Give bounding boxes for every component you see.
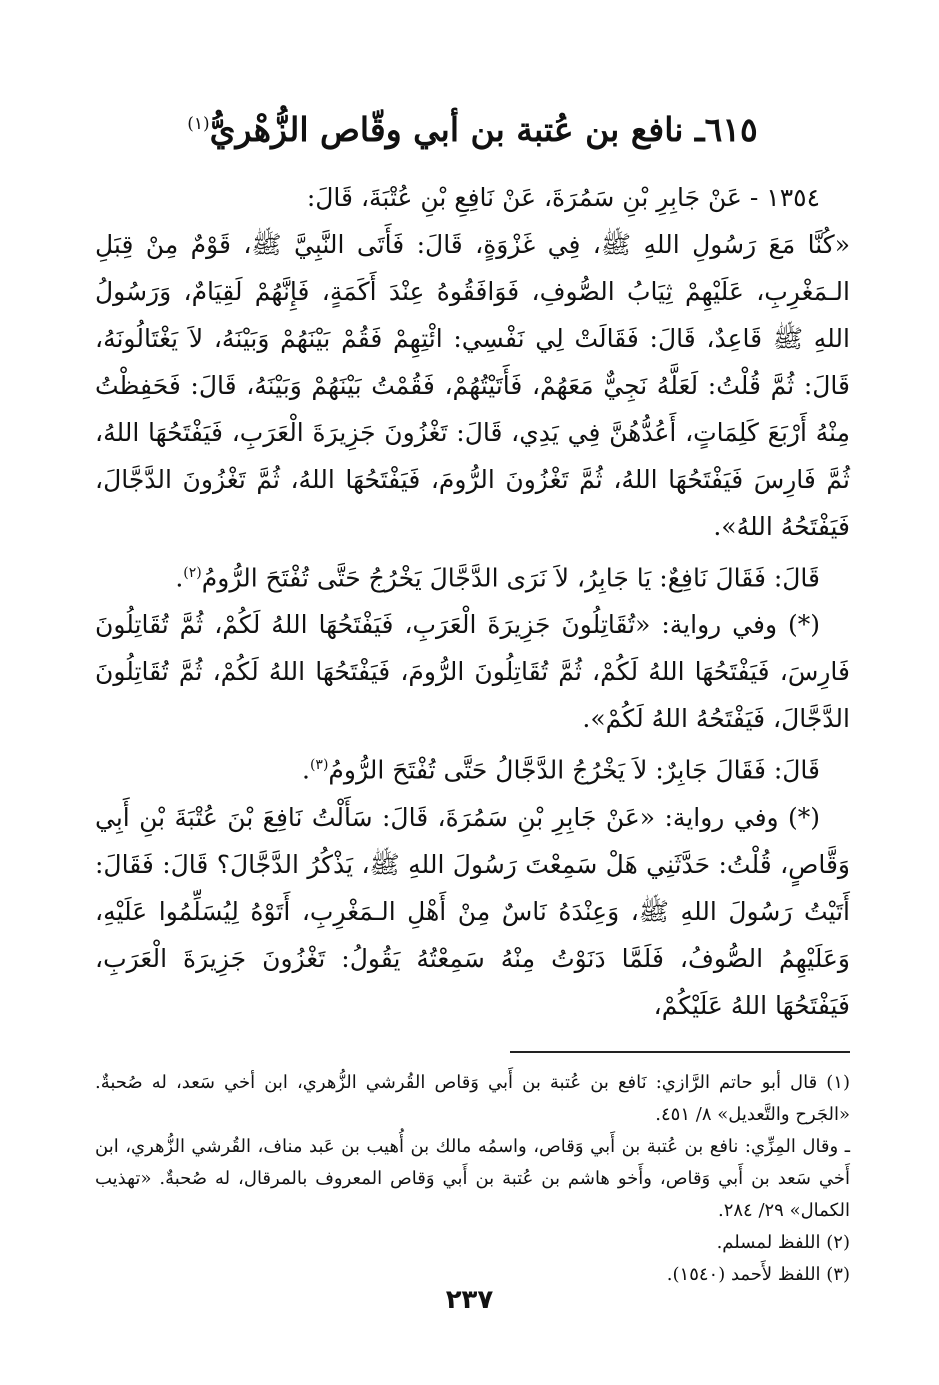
page-number: ٢٣٧: [445, 1285, 494, 1315]
footnote-divider: [510, 1051, 850, 1053]
riwaya-1: (*) وفي رواية: «تُقَاتِلُونَ جَزِيرَةَ الْعَرَبِ، فَيَفْتَحُهَا اللهُ لَكُمْ، ثُمَّ تُقَاتِلُونَ فَارِسَ، فَيَفْتَحُهَا اللهُ لَكُمْ، ثُمَّ تُقَاتِلُونَ الرُّومَ، فَيَفْتَحُهَا اللهُ لَكُمْ، ثُمَّ تُقَاتِلُونَ الدَّجَّالَ، فَيَفْتَحُهُ اللهُ لَكُمْ».: [95, 610, 850, 734]
footnote-3: (٣) اللفظ لأَحمد (١٥٤٠).: [666, 1263, 850, 1285]
title-footnote-ref: (١): [187, 114, 210, 134]
footnotes: [95, 1067, 850, 1291]
footnote-1: (١) قال أبو حاتم الرَّازي: نَافع بن عُتبة بن أَبي وَقاص القُرشي الزُّهري، ابن أخي سَعد، له صُحبةٌ. «الجَرح والتَّعديل» ٨/ ٤٥١.: [95, 1071, 850, 1125]
nafi-statement: قَالَ: فَقَالَ نَافِعٌ: يَا جَابِرُ، لاَ نَرَى الدَّجَّالَ يَخْرُجُ حَتَّى تُفْتَحَ الرُّومُ$^{(٢)}$.: [175, 563, 820, 593]
jabir-statement: قَالَ: فَقَالَ جَابِرٌ: لاَ يَخْرُجُ الدَّجَّالُ حَتَّى تُفْتَحَ الرُّومُ$^{(٣)}$.: [301, 755, 820, 785]
page-body: [95, 100, 850, 1291]
footnote-1-mizzi: ـ وقال المِزِّي: نافع بن عُتبة بن أَبي وَقاص، واسمُه مالك بن أُهيب بن عَبد مناف، القُرشي الزُّهري، ابن أَخي سَعد بن أَبي وَقاص، وأَخو هاشم بن عُتبة بن أَبي وَقاص المعروف بالمرقال، له صُحبةٌ. «تهذيب الكمال» ٢٩/ ٢٨٤.: [95, 1135, 850, 1221]
hadith-isnad: ١٣٥٤ - عَنْ جَابِرِ بْنِ سَمُرَةَ، عَنْ نَافِعِ بْنِ عُتْبَةَ، قَالَ:: [306, 183, 820, 212]
hadith-matn: «كُنَّا مَعَ رَسُولِ اللهِ ﷺ، فِي غَزْوَةٍ، قَالَ: فَأَتَى النَّبِيَّ ﷺ، قَوْمٌ مِنْ قِبَلِ الـمَغْرِبِ، عَلَيْهِمْ ثِيَابُ الصُّوفِ، فَوَافَقُوهُ عِنْدَ أَكَمَةٍ، فَإِنَّهُمْ لَقِيَامٌ، وَرَسُولُ اللهِ ﷺ قَاعِدٌ، قَالَ: فَقَالَتْ لِي نَفْسِي: ائْتِهِمْ فَقُمْ بَيْنَهُمْ وَبَيْنَهُ، لاَ يَغْتَالُونَهُ، قَالَ: ثُمَّ قُلْتُ: لَعَلَّهُ نَجِيٌّ مَعَهُمْ، فَأَتَيْتُهُمْ، فَقُمْتُ بَيْنَهُمْ وَبَيْنَهُ، قَالَ: فَحَفِظْتُ مِنْهُ أَرْبَعَ كَلِمَاتٍ، أَعُدُّهُنَّ فِي يَدِي، قَالَ: تَغْزُونَ جَزِيرَةَ الْعَرَبِ، فَيَفْتَحُهَا اللهُ، ثُمَّ فَارِسَ فَيَفْتَحُهَا اللهُ، ثُمَّ تَغْزُونَ الرُّومَ، فَيَفْتَحُهَا اللهُ، ثُمَّ تَغْزُونَ الدَّجَّالَ، فَيَفْتَحُهُ اللهُ».: [95, 230, 850, 541]
jabir-statement-text: قَالَ: فَقَالَ جَابِرٌ: لاَ يَخْرُجُ الدَّجَّالُ حَتَّى تُفْتَحَ الرُّومُ: [328, 755, 820, 785]
footnote-2: (٢) اللفظ لمسلم.: [716, 1231, 850, 1253]
jabir-footnote-ref: (٣): [309, 757, 329, 774]
hadith-text: [95, 174, 850, 1029]
nafi-statement-text: قَالَ: فَقَالَ نَافِعٌ: يَا جَابِرُ، لاَ نَرَى الدَّجَّالَ يَخْرُجُ حَتَّى تُفْتَحَ الرُّومُ: [201, 563, 820, 593]
riwaya-2: (*) وفي رواية: «عَنْ جَابِرِ بْنِ سَمُرَةَ، قَالَ: سَأَلْتُ نَافِعَ بْنَ عُتْبَةَ بْنِ أَبِي وَقَّاصٍ، قُلْتُ: حَدَّثَنِي هَلْ سَمِعْتَ رَسُولَ اللهِ ﷺ، يَذْكُرُ الدَّجَّالَ؟ قَالَ: فَقَالَ: أَتَيْتُ رَسُولَ اللهِ ﷺ، وَعِنْدَهُ نَاسٌ مِنْ أَهْلِ الـمَغْرِبِ، أَتَوْهُ لِيُسَلِّمُوا عَلَيْهِ، وَعَلَيْهِمُ الصُّوفُ، فَلَمَّا دَنَوْتُ مِنْهُ سَمِعْتُهُ يَقُولُ: تَغْزُونَ جَزِيرَةَ الْعَرَبِ، فَيَفْتَحُهَا اللهُ عَلَيْكُمْ،: [95, 802, 850, 1020]
nafi-footnote-ref: (٢): [183, 565, 202, 581]
chapter-title-text: ٦١٥ـ نافع بن عُتبة بن أبي وقّاص الزُّهْريُّ: [209, 110, 758, 149]
chapter-title: [95, 100, 850, 154]
